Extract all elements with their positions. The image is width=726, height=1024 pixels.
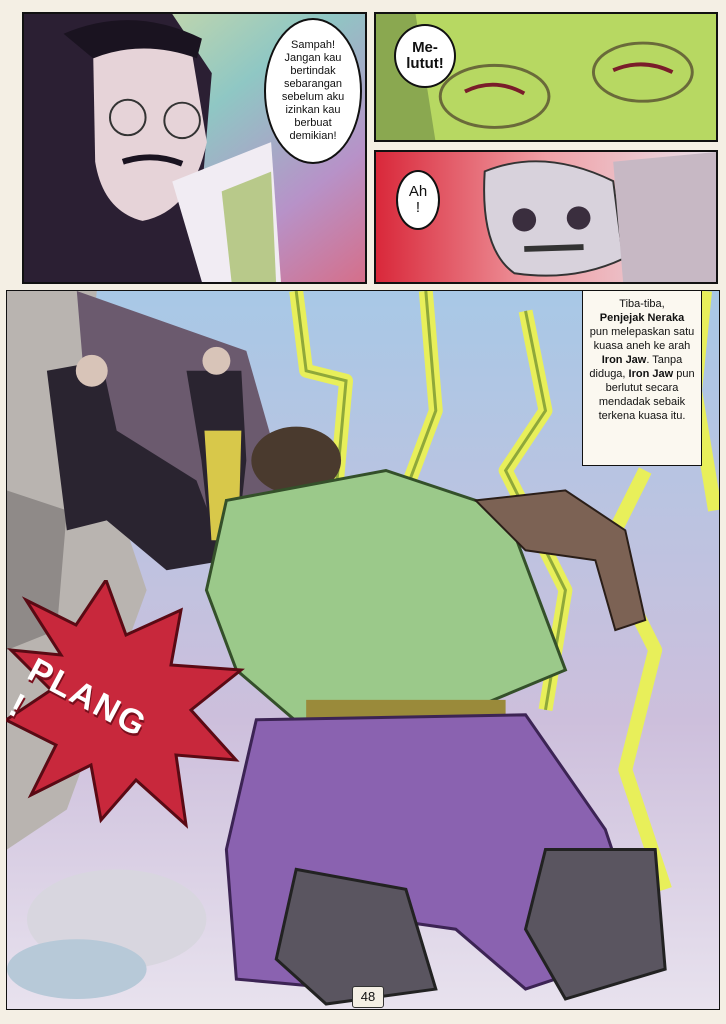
narration-caption [582,290,702,466]
caption-text: pun berlutut secara mendadak sebaik terkena kuasa itu. [598,368,695,422]
caption-text: pun melepaskan satu kuasa aneh ke arah [589,326,695,352]
page-number: 48 [352,986,384,1008]
speech-bubble-villain [264,18,362,164]
caption-name-penjejak-neraka: Penjejak Neraka [599,312,685,324]
speech-bubble-text: Ah ! [408,183,428,216]
speech-bubble-text: Me- lutut! [406,39,444,72]
caption-name-iron-jaw: Iron Jaw [601,354,647,366]
speech-bubble-kneel [394,24,456,88]
speech-bubble-text: Sampah! Jangan kau bertindak sebarangan sebelum aku izinkan kau berbuat demikian! [281,39,345,142]
sound-effect-text: PLANG ! [2,650,154,745]
caption-text: . Tanpa diduga, [589,354,683,380]
sound-effect-burst [2,580,246,830]
caption-text: Tiba-tiba, [619,298,665,310]
speech-bubble-ah [396,170,440,230]
caption-name-iron-jaw: Iron Jaw [628,368,674,380]
